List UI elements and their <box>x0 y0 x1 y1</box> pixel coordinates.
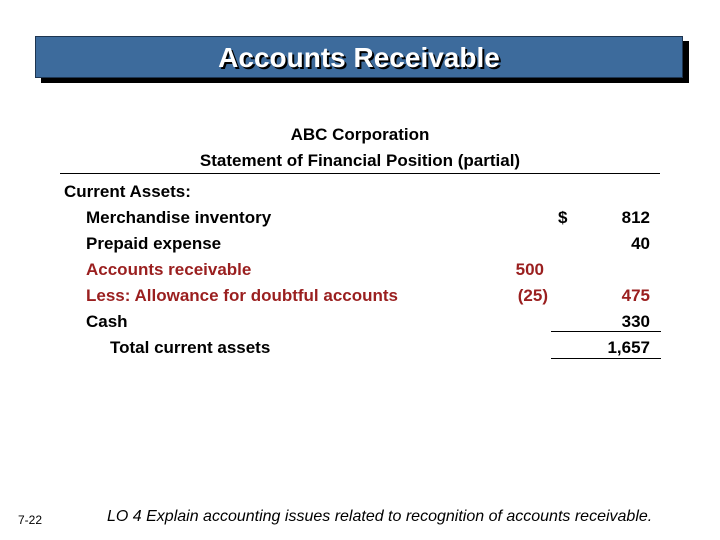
row-amount: 1,657 <box>607 338 650 357</box>
row-subamount: 500 <box>515 260 544 279</box>
table-row <box>0 286 720 310</box>
table-row <box>0 260 720 284</box>
dollar-sign: $ <box>558 208 568 227</box>
section-label: Current Assets: <box>64 182 191 201</box>
total-rule <box>551 358 661 359</box>
row-label: Accounts receivable <box>86 260 252 279</box>
table-row <box>0 312 720 336</box>
row-label: Merchandise inventory <box>86 208 272 227</box>
subtotal-rule <box>551 331 661 332</box>
heading-rule <box>60 173 660 174</box>
table-row <box>0 208 720 232</box>
row-amount: 330 <box>621 312 650 331</box>
row-label: Total current assets <box>110 338 271 357</box>
row-label: Cash <box>86 312 128 331</box>
statement-heading: Statement of Financial Position (partial) <box>199 151 521 170</box>
learning-objective-footer: LO 4 Explain accounting issues related to recognition of accounts receivable. <box>107 508 653 525</box>
row-amount: 812 <box>621 208 650 227</box>
row-amount: 40 <box>631 234 650 253</box>
row-subamount: (25) <box>517 286 548 305</box>
row-label: Less: Allowance for doubtful accounts <box>86 286 399 305</box>
row-amount: 475 <box>621 286 650 305</box>
slide-title: Accounts Receivable <box>218 42 500 73</box>
section-row <box>0 182 720 206</box>
company-name: ABC Corporation <box>290 125 430 144</box>
title-bar <box>35 36 683 78</box>
table-row <box>0 234 720 258</box>
slide-number: 7-22 <box>18 513 43 527</box>
row-label: Prepaid expense <box>86 234 222 253</box>
